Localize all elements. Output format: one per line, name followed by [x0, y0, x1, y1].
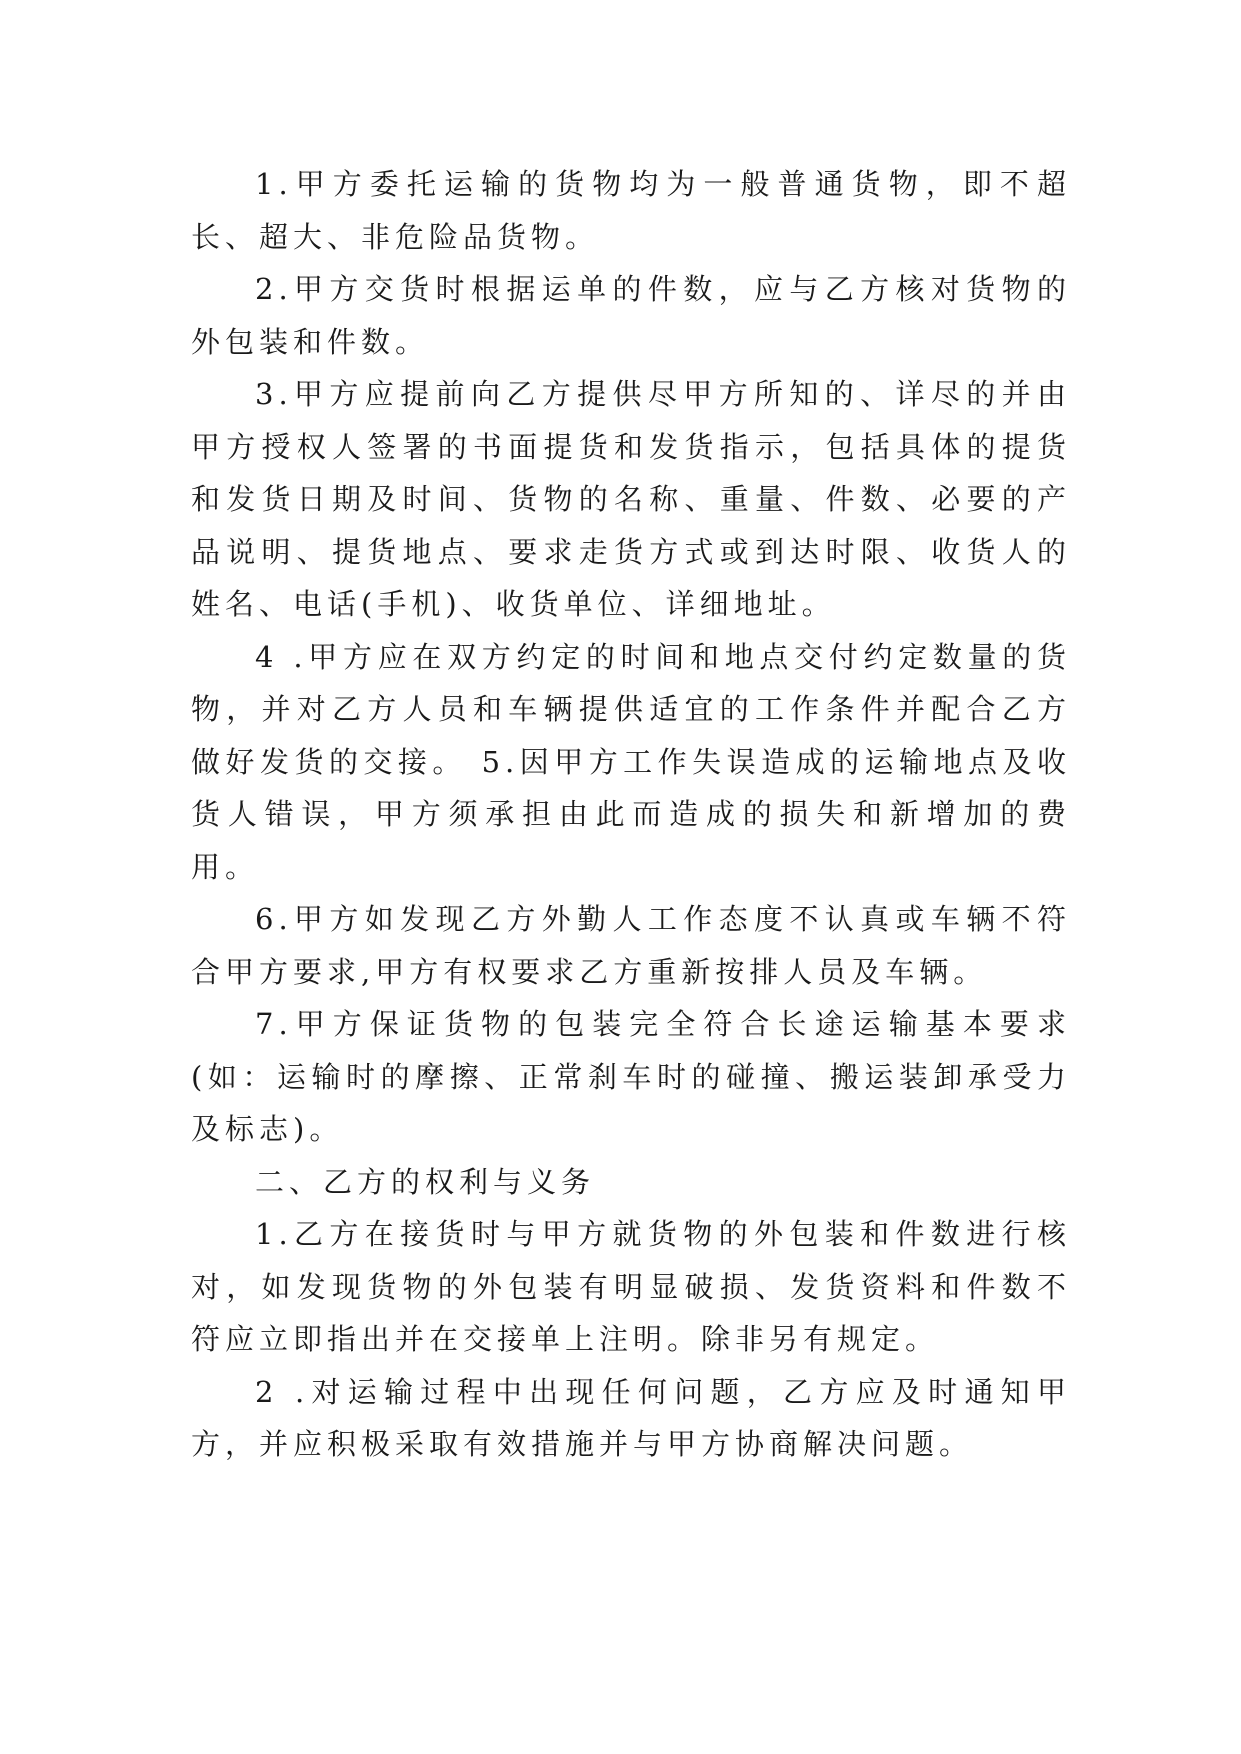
clause-paragraph: 1.乙方在接货时与甲方就货物的外包装和件数进行核对，如发现货物的外包装有明显破损、发货资料和件数不符应立即指出并在交接单上注明。除非另有规定。: [191, 1217, 1071, 1356]
clause-paragraph: 1.甲方委托运输的货物均为一般普通货物，即不超长、超大、非危险品货物。: [191, 167, 1071, 254]
clause-paragraph: 7.甲方保证货物的包装完全符合长途运输基本要求(如：运输时的摩擦、正常刹车时的碰撞、搬运装卸承受力及标志)。: [191, 1007, 1071, 1146]
clause-paragraph: 2.甲方交货时根据运单的件数，应与乙方核对货物的外包装和件数。: [191, 272, 1071, 359]
clause-paragraph: 2 .对运输过程中出现任何问题，乙方应及时通知甲方，并应积极采取有效措施并与甲方协商解决问题。: [191, 1374, 1071, 1461]
document-body: [191, 158, 1071, 1471]
clause-paragraph: 4 .甲方应在双方约定的时间和地点交付约定数量的货物，并对乙方人员和车辆提供适宜的工作条件并配合乙方做好发货的交接。 5.因甲方工作失误造成的运输地点及收货人错误，甲方须承担由此而造成的损失和新增加的费用。: [191, 639, 1071, 884]
section-heading: 二、乙方的权利与义务: [255, 1164, 596, 1199]
clause-paragraph: 3.甲方应提前向乙方提供尽甲方所知的、详尽的并由甲方授权人签署的书面提货和发货指示，包括具体的提货和发货日期及时间、货物的名称、重量、件数、必要的产品说明、提货地点、要求走货方式或到达时限、收货人的姓名、电话(手机)、收货单位、详细地址。: [191, 377, 1071, 621]
clause-paragraph: 6.甲方如发现乙方外勤人工作态度不认真或车辆不符合甲方要求,甲方有权要求乙方重新按排人员及车辆。: [191, 902, 1071, 989]
